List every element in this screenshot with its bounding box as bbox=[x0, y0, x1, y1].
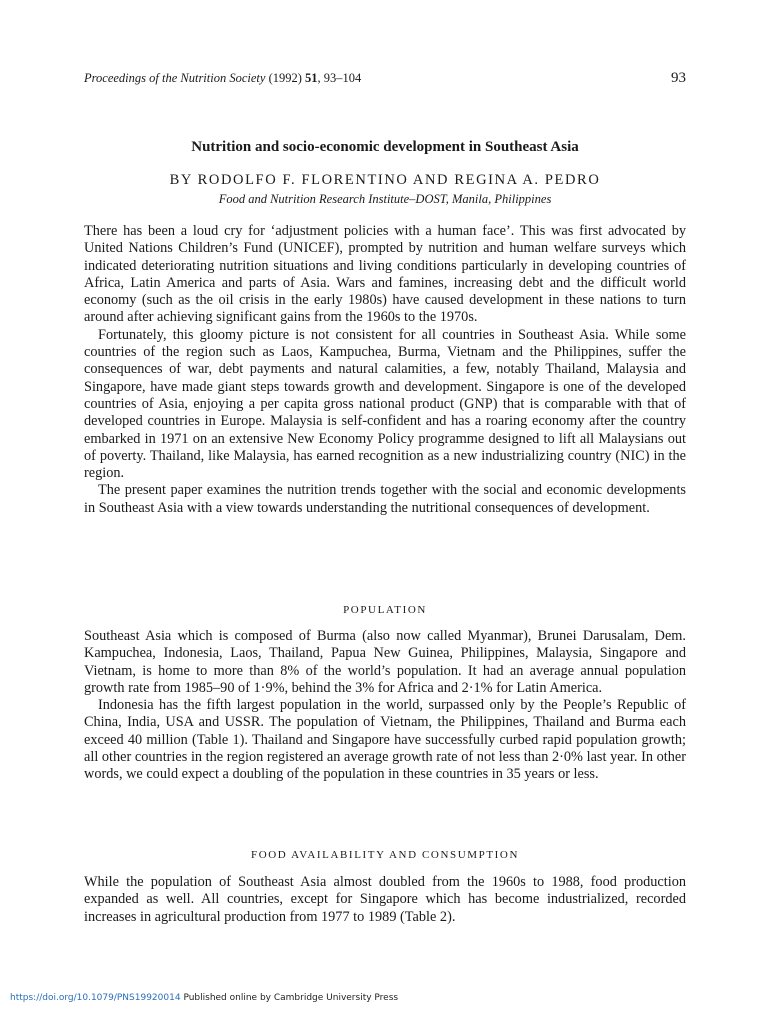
intro-paragraph-1: There has been a loud cry for ‘adjustment policies with a human face’. This was first advocated by United Nations Children’s Fund (UNICEF), prompted by nutrition and human welfare surveys which indicated deteriorating nutrition situations and living conditions particularly in developing countries of Africa, Latin America and parts of Asia. Wars and famines, increasing debt and the difficult world economy (such as the oil crisis in the early 1980s) have caused development in these nations to turn around after achieving significant gains from the 1960s to the 1970s. bbox=[84, 223, 686, 326]
intro-paragraph-3: The present paper examines the nutrition trends together with the social and economic developments in Southeast Asia with a view towards understanding the nutritional consequences of development. bbox=[84, 482, 686, 516]
article-authors: BY RODOLFO F. FLORENTINO AND REGINA A. PEDRO bbox=[169, 172, 601, 188]
section-heading-population: POPULATION bbox=[343, 604, 427, 616]
journal-name: Proceedings of the Nutrition Society bbox=[84, 71, 266, 85]
section-heading-food: FOOD AVAILABILITY AND CONSUMPTION bbox=[250, 849, 520, 861]
population-paragraph-1: Southeast Asia which is composed of Burma (also now called Myanmar), Brunei Darusalam, Dem. Kampuchea, Indonesia, Laos, Thailand, Papua New Guinea, Philippines, Malaysia, Singapore and Vietnam, is home to more than 8% of the world’s population. It had an average annual population growth rate from 1985–90 of 1·9%, behind the 3% for Africa and 2·1% for Latin America. bbox=[84, 628, 686, 696]
journal-citation bbox=[84, 71, 361, 86]
intro-paragraph-2: Fortunately, this gloomy picture is not consistent for all countries in Southeast Asia. While some countries of the region such as Laos, Kampuchea, Burma, Vietnam and the Philippines, suffer the consequences of war, debt payments and natural calamities, a few, notably Thailand, Malaysia and Singapore, have made giant steps towards growth and development. Singapore is one of the developed countries of Asia, enjoying a per capita gross national product (GNP) that is comparable with that of developed countries in Europe. Malaysia is self-confident and has a roaring economy after the country embarked in 1971 on an extensive New Economy Policy programme designed to lift all Malaysians out of poverty. Thailand, like Malaysia, has earned recognition as a new industrializing country (NIC) in the region. bbox=[84, 326, 686, 482]
intro-section bbox=[84, 223, 686, 517]
journal-volume: 51 bbox=[305, 71, 318, 85]
population-paragraph-2: Indonesia has the fifth largest population in the world, surpassed only by the People’s Republic of China, India, USA and USSR. The population of Vietnam, the Philippines, Thailand and Burma each exceed 40 million (Table 1). Thailand and Singapore have successfully curbed rapid population growth; all other countries in the region registered an average growth rate of not less than 2·0% last year. In other words, we could expect a doubling of the population in these countries in 35 years or less. bbox=[84, 697, 686, 783]
population-section bbox=[84, 628, 686, 784]
food-section bbox=[84, 874, 686, 926]
journal-pages: , 93–104 bbox=[317, 71, 362, 85]
author-affiliation: Food and Nutrition Research Institute–DOST, Manila, Philippines bbox=[218, 192, 552, 206]
journal-year: (1992) bbox=[265, 71, 306, 85]
food-paragraph-1: While the population of Southeast Asia almost doubled from the 1960s to 1988, food production expanded as well. All countries, except for Singapore which has become industrialized, recorded increases in agricultural production from 1977 to 1989 (Table 2). bbox=[84, 874, 686, 925]
page-footer bbox=[10, 993, 398, 1003]
article-title: Nutrition and socio-economic development in Southeast Asia bbox=[191, 139, 579, 155]
page-number: 93 bbox=[671, 70, 686, 86]
publisher-note: Published online by Cambridge University Press bbox=[180, 993, 399, 1003]
running-header bbox=[84, 70, 686, 87]
doi-link[interactable]: https://doi.org/10.1079/PNS19920014 bbox=[10, 993, 181, 1003]
